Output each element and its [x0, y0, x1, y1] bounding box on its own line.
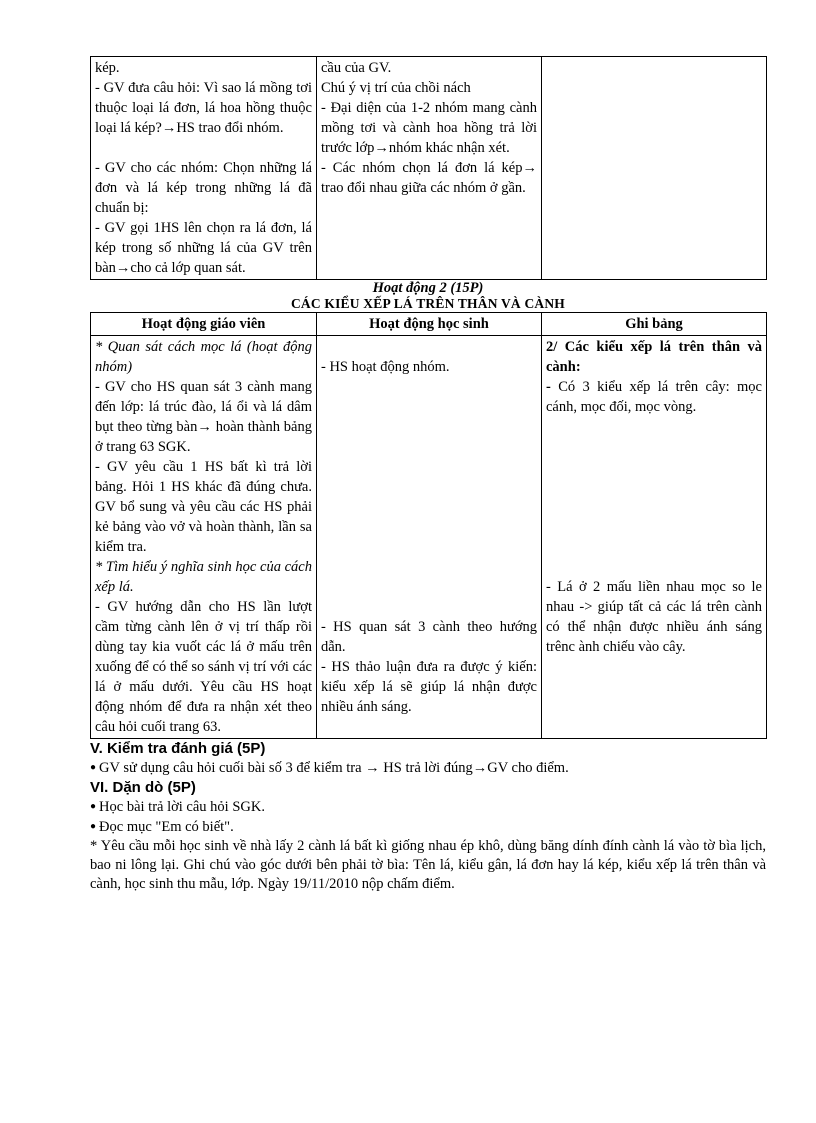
activity-heading — [90, 280, 766, 312]
text-line: cầu của GV. — [321, 60, 392, 76]
column-header-student: Hoạt động học sinh — [317, 313, 542, 336]
spacer — [321, 377, 537, 617]
column-header-teacher: Hoạt động giáo viên — [91, 313, 317, 336]
list-item-text: Học bài trả lời câu hỏi SGK. — [99, 799, 265, 815]
board-cell — [542, 336, 767, 739]
list-item — [90, 758, 766, 778]
table-row — [91, 57, 767, 280]
text-line: - GV cho các nhóm: Chọn những lá đơn và lá kép trong những lá đã chuẩn bị: — [95, 160, 312, 216]
text-line: - Đại diện của 1-2 nhóm mang cành mồng tơi và cành hoa hồng trả lời trước lớp→nhóm khác nhận xét. — [321, 100, 537, 156]
student-cell — [317, 336, 542, 739]
teacher-cell — [91, 57, 317, 280]
bullet-icon: ● — [90, 801, 97, 812]
teacher-cell — [91, 336, 317, 739]
spacer — [546, 417, 762, 577]
spacer — [95, 138, 312, 158]
lesson-table-continued — [90, 56, 767, 280]
text-line: - GV cho HS quan sát 3 cành mang đến lớp: lá trúc đào, lá ổi và lá dâm bụt theo từng bàn→ hoàn thành bảng ở trang 63 SGK. — [95, 379, 312, 455]
list-item — [90, 817, 766, 837]
text-line: - Lá ở 2 mấu liền nhau mọc so le nhau -> giúp tất cả các lá trên cành có thể nhận được nhiều ánh sáng trênc ành chiếu vào cây. — [546, 579, 762, 655]
text-line: - GV gọi 1HS lên chọn ra lá đơn, lá kép trong số những lá của GV trên bàn→cho cả lớp quan sát. — [95, 220, 312, 276]
bullet-icon: ● — [90, 821, 97, 832]
text-line: - Các nhóm chọn lá đơn lá kép→ trao đổi nhau giữa các nhóm ở gần. — [321, 160, 537, 196]
table-row — [91, 336, 767, 739]
student-cell — [317, 57, 542, 280]
text-line: - HS quan sát 3 cành theo hướng dẫn. — [321, 619, 537, 655]
board-cell — [542, 57, 767, 280]
text-line: - HS hoạt động nhóm. — [321, 359, 450, 375]
table-header-row — [91, 313, 767, 336]
lesson-table — [90, 312, 767, 739]
text-line — [546, 377, 762, 417]
subheading: * Tìm hiểu ý nghĩa sinh học của cách xếp lá. — [95, 559, 312, 595]
bullet-icon: ● — [90, 762, 97, 773]
text-line: Chú ý vị trí của chồi nách — [321, 80, 471, 96]
text-line: - GV hướng dẫn cho HS lần lượt cầm từng cành lên ở vị trí thấp rồi dùng tay kia vuốt các lá ở mấu trên xuống để có thể so sánh vị trí với các lá ở mấu dưới. Yêu cầu HS hoạt động nhóm để đưa ra nhận xét theo câu hỏi cuối trang 63. — [95, 599, 312, 735]
list-item — [90, 797, 766, 817]
text-line: - GV yêu cầu 1 HS bất kì trả lời bảng. Hỏi 1 HS khác đã đúng chưa. GV bổ sung và yêu cầu các HS phải kẻ bảng vào vở và hoàn thành, lần sa kiểm tra. — [95, 459, 312, 555]
dash: - — [546, 379, 551, 395]
text-span: Có 3 kiểu xếp lá trên cây: mọc cánh, mọc đối, mọc vòng. — [546, 379, 762, 415]
text-line: - GV đưa câu hỏi: Vì sao lá mồng tơi thuộc loại lá đơn, lá hoa hồng thuộc loại lá kép?→HS trao đổi nhóm. — [95, 80, 312, 136]
subheading: * Quan sát cách mọc lá (hoạt động nhóm) — [95, 339, 312, 375]
list-item-text: GV sử dụng câu hỏi cuối bài số 3 để kiểm tra → HS trả lời đúng→GV cho điểm. — [99, 760, 569, 776]
column-header-board: Ghi bảng — [542, 313, 767, 336]
document-page — [90, 56, 766, 894]
activity-title: Hoạt động 2 (15P) — [372, 280, 484, 296]
homework-paragraph: * Yêu cầu mỗi học sinh về nhà lấy 2 cành lá bất kì giống nhau ép khô, dùng băng dính đính cành lá vào tờ bìa lịch, bao ni lông lại. Ghi chú vào góc dưới bên phải tờ bìa: Tên lá, kiểu gân, lá đơn hay lá kép, kiểu xếp lá trên thân và cành, học sinh thu mẫu, lớp. Ngày 19/11/2010 nộp chấm điểm. — [90, 838, 766, 892]
section-title-evaluation: V. Kiểm tra đánh giá (5P) — [90, 740, 266, 757]
text-line: - HS thảo luận đưa ra được ý kiến: kiểu xếp lá sẽ giúp lá nhận được nhiều ánh sáng. — [321, 659, 537, 715]
text-line: kép. — [95, 60, 120, 76]
activity-subtitle: CÁC KIỂU XẾP LÁ TRÊN THÂN VÀ CÀNH — [290, 296, 566, 311]
board-title: 2/ Các kiểu xếp lá trên thân và cành: — [546, 339, 762, 375]
section-title-homework: VI. Dặn dò (5P) — [90, 779, 196, 796]
list-item-text: Đọc mục "Em có biết". — [99, 819, 234, 835]
spacer — [321, 337, 537, 357]
